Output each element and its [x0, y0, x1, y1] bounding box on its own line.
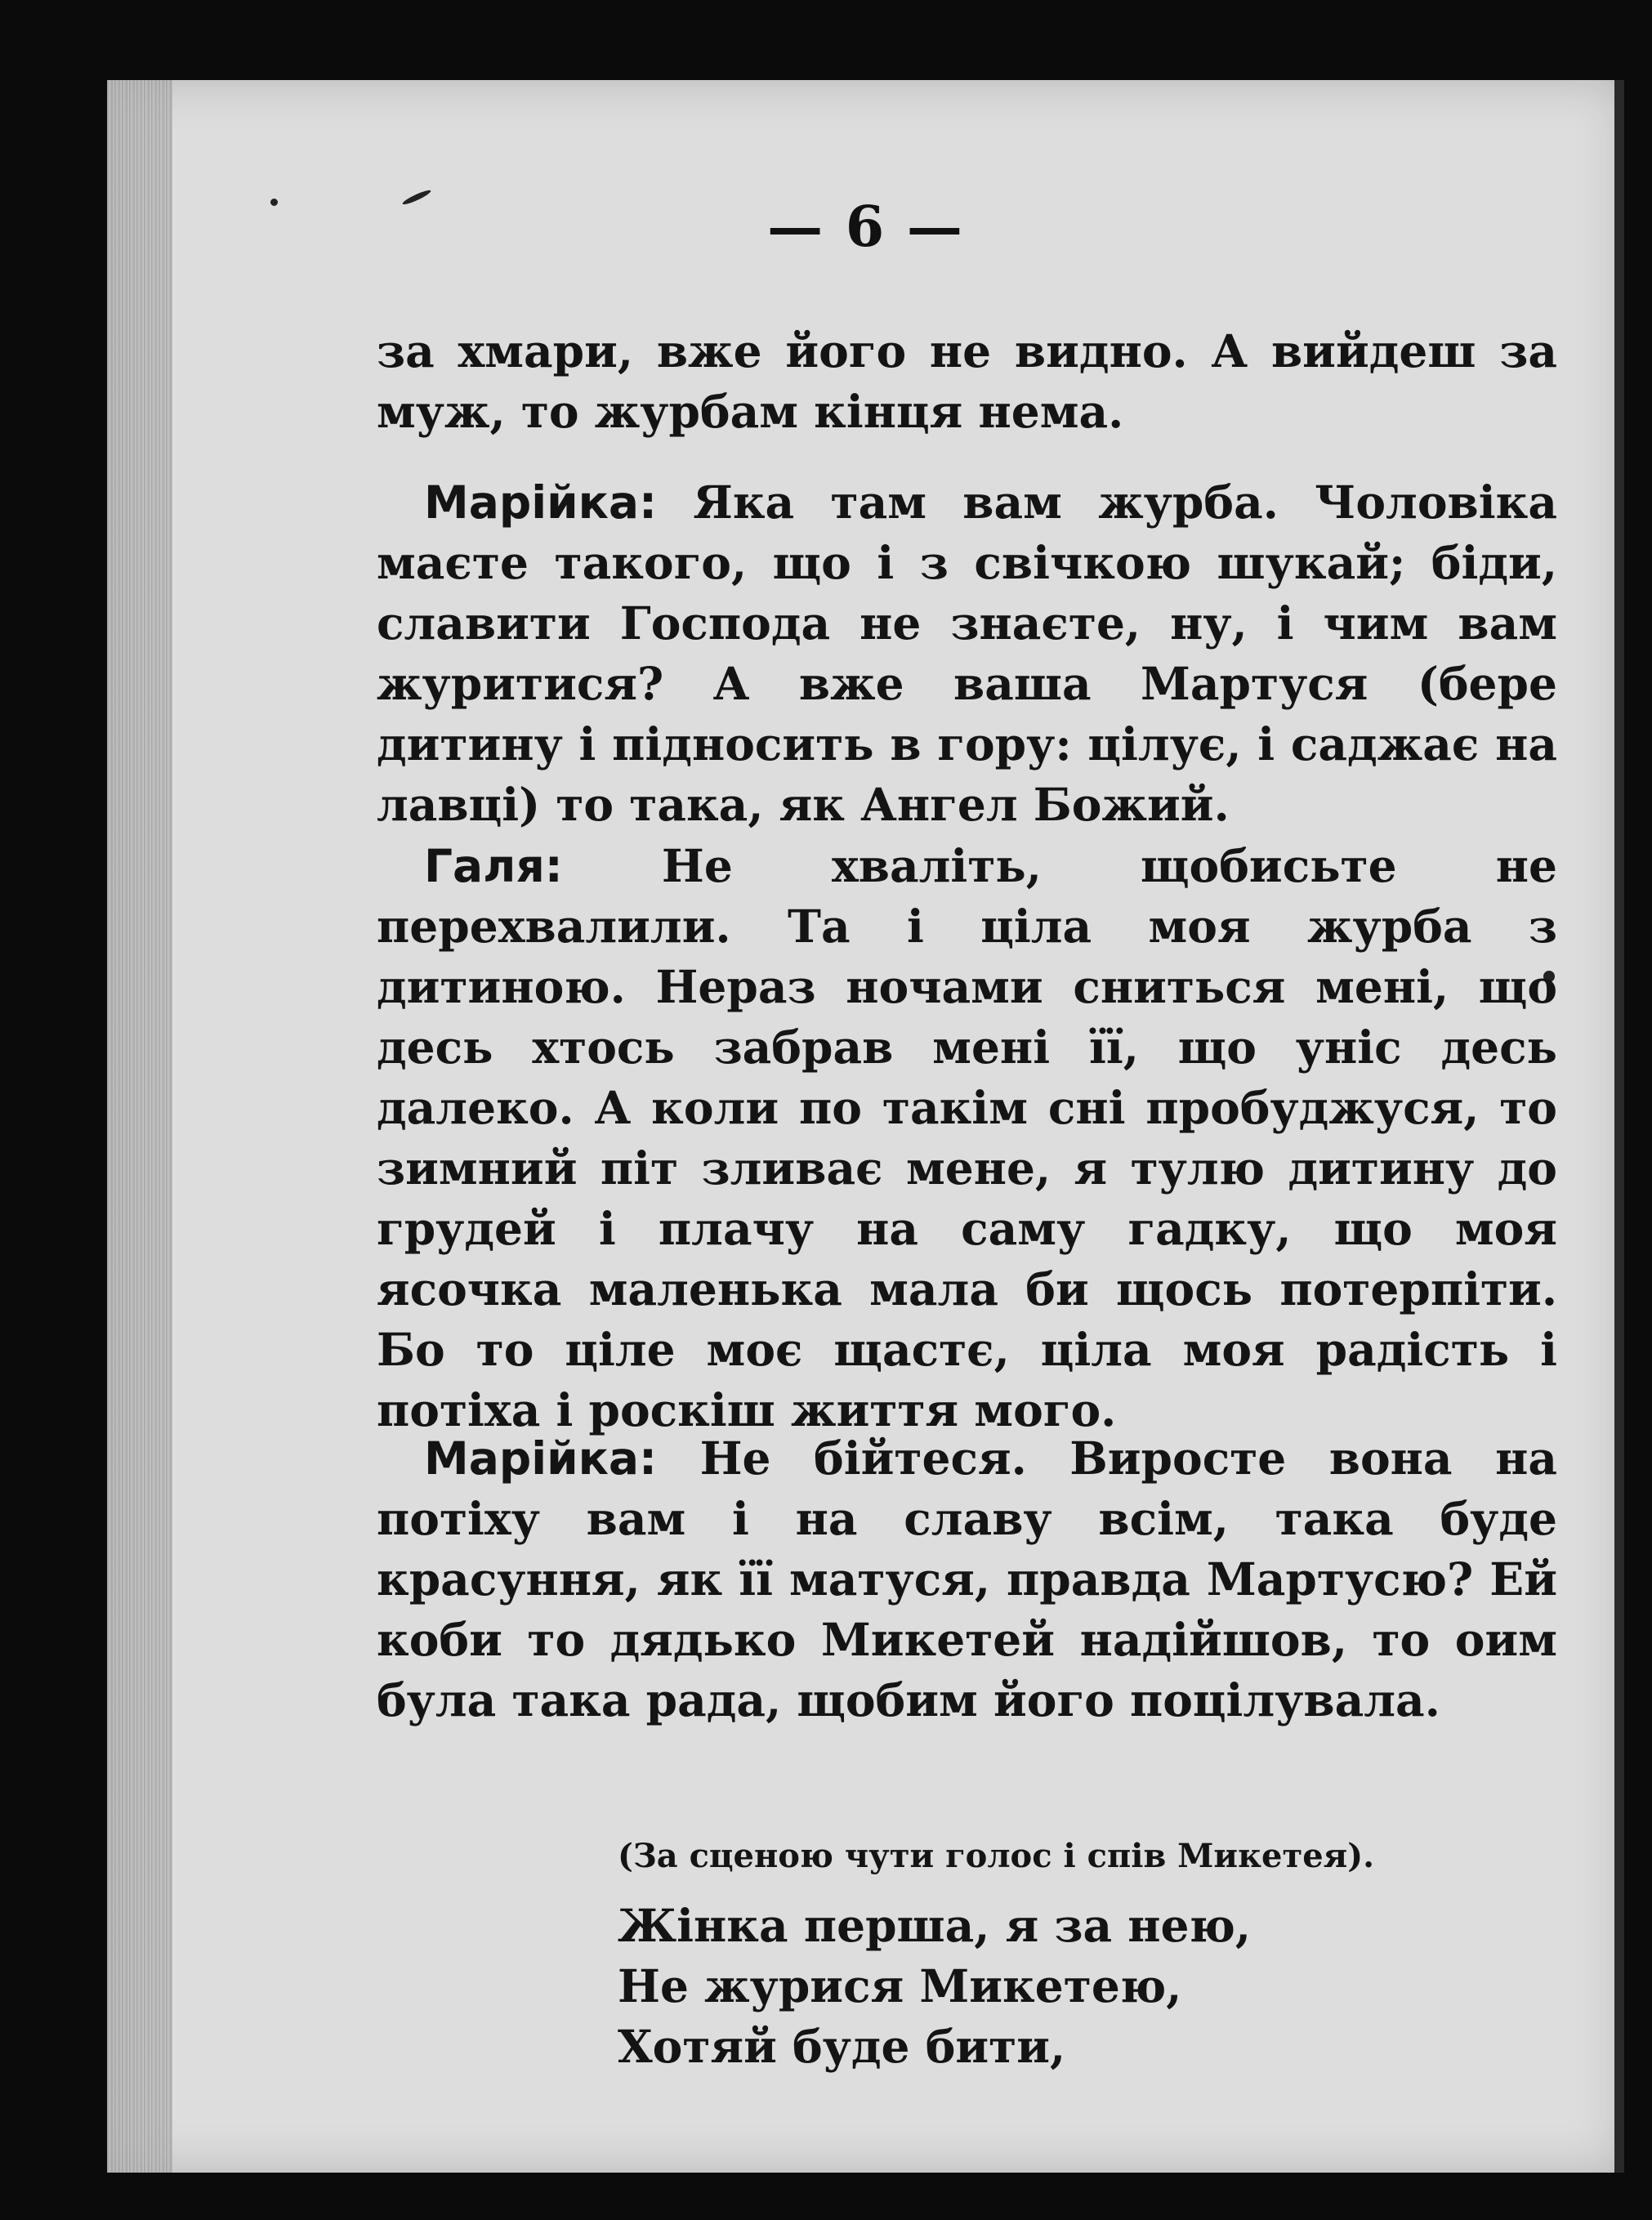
- page-number: — 6 —: [767, 194, 964, 260]
- page-binding-edge: [107, 80, 172, 2173]
- paragraph-3: [377, 836, 1557, 1441]
- song-line: Жінка перша, я за нею,: [618, 1899, 1252, 1952]
- paragraph-text: за хмари, вже його не видно. А вийдеш за муж, то журбам кінця нема.: [377, 324, 1557, 438]
- paragraph-2: [377, 472, 1557, 835]
- speaker-name: Марійка:: [424, 476, 658, 529]
- song-line: Хотяй буде бити,: [618, 2020, 1066, 2073]
- song-verse: [618, 1896, 1251, 2077]
- book-page: [107, 80, 1624, 2173]
- stage-direction: (За сценою чути голос і спів Микетея).: [618, 1837, 1375, 1875]
- speaker-name: Галя:: [424, 840, 563, 892]
- paragraph-text: Не бійтеся. Виросте вона на потіху вам і на славу всім, така буде красуння, як її матуся, правда Мартусю? Ей коби то дядько Микетей надійшов, то оим була така рада, щобим його поцілувала.: [377, 1432, 1557, 1726]
- paragraph-1: [377, 321, 1557, 442]
- song-line: Не журися Микетею,: [618, 1959, 1182, 2012]
- paragraph-text: Яка там вам журба. Чоловіка маєте такого, що і з свічкою шукай; біди, славити Господа не знаєте, ну, і чим вам журитися? А вже ваша Мартуся (бере дитину і підносить в гору: цілує, і саджає на лавці) то така, як Ангел Божий.: [377, 476, 1557, 831]
- paragraph-text: Не хваліть, щобисьте не перехвалили. Та і ціла моя журба з дитиною. Нераз ночами сниться мені, що десь хтось забрав мені її, що уніс десь далеко. А коли по такім сні пробуджуся, то зимний піт зливає мене, я тулю дитину до грудей і плачу на саму гадку, що моя ясочка маленька мала би щось потерпіти. Бо то ціле моє щастє, ціла моя радість і потіха і роскіш життя мого.: [377, 839, 1557, 1436]
- paragraph-4: [377, 1428, 1557, 1731]
- page-right-edge: [1614, 80, 1624, 2173]
- speaker-name: Марійка:: [424, 1432, 658, 1485]
